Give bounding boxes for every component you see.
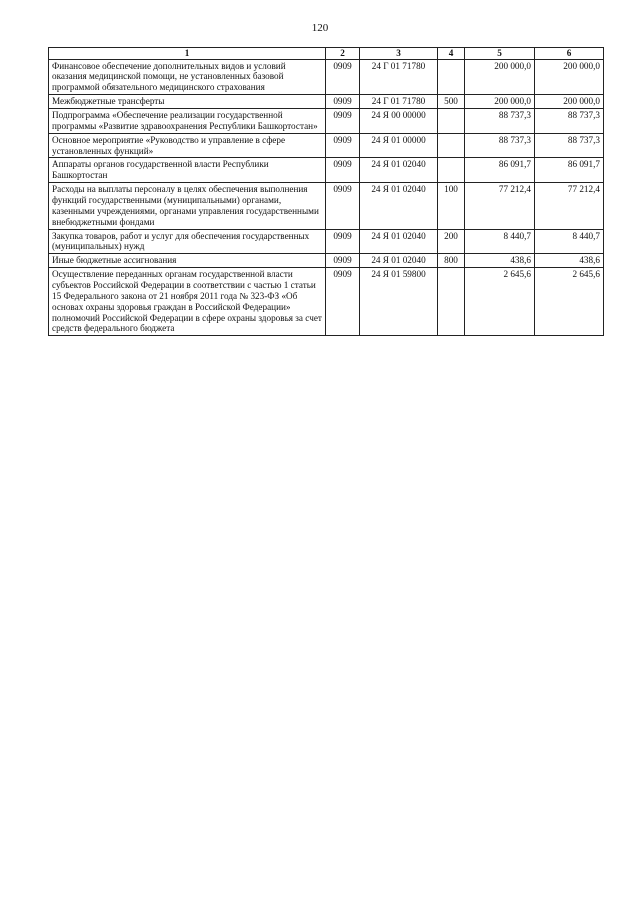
table-row xyxy=(49,95,604,109)
row-name: Аппараты органов государственной власти Республики Башкортостан xyxy=(49,158,326,183)
row-kind xyxy=(438,133,465,158)
row-sum1: 8 440,7 xyxy=(465,229,535,254)
row-sum1: 77 212,4 xyxy=(465,183,535,229)
table-row xyxy=(49,158,604,183)
page-number: 120 xyxy=(311,22,329,34)
row-kind xyxy=(438,158,465,183)
row-sum1: 88 737,3 xyxy=(465,109,535,134)
row-sum2: 438,6 xyxy=(535,254,604,268)
column-header-section: 2 xyxy=(326,48,360,60)
row-sum1: 438,6 xyxy=(465,254,535,268)
row-target: 24 Я 01 02040 xyxy=(360,229,438,254)
row-target: 24 Я 00 00000 xyxy=(360,109,438,134)
budget-table xyxy=(48,47,604,336)
row-sum2: 86 091,7 xyxy=(535,158,604,183)
row-name: Межбюджетные трансферты xyxy=(49,95,326,109)
row-target: 24 Я 01 59800 xyxy=(360,268,438,336)
row-target: 24 Г 01 71780 xyxy=(360,59,438,95)
row-section: 0909 xyxy=(326,268,360,336)
row-section: 0909 xyxy=(326,158,360,183)
row-sum1: 200 000,0 xyxy=(465,59,535,95)
row-sum1: 2 645,6 xyxy=(465,268,535,336)
row-kind xyxy=(438,59,465,95)
row-name: Осуществление переданных органам государственной власти субъектов Российской Федерации в соответствии с частью 1 статьи 15 Федерального закона от 21 ноября 2011 года № 323-ФЗ «Об основах охраны здоровья граждан в Российской Федерации» полномочий Российской Федерации в сфере охраны здоровья за счет средств федерального бюджета xyxy=(49,268,326,336)
row-section: 0909 xyxy=(326,183,360,229)
row-name: Подпрограмма «Обеспечение реализации государственной программы «Развитие здравоохранения Республики Башкортостан» xyxy=(49,109,326,134)
column-header-kind: 4 xyxy=(438,48,465,60)
column-header-sum1: 5 xyxy=(465,48,535,60)
row-sum2: 200 000,0 xyxy=(535,95,604,109)
row-target: 24 Я 01 00000 xyxy=(360,133,438,158)
row-sum1: 86 091,7 xyxy=(465,158,535,183)
table-row xyxy=(49,183,604,229)
table-row xyxy=(49,59,604,95)
row-name: Расходы на выплаты персоналу в целях обеспечения выполнения функций государственными (муниципальными) органами, казенными учреждениями, органами управления государственными внебюджетными фондами xyxy=(49,183,326,229)
row-section: 0909 xyxy=(326,133,360,158)
row-name: Основное мероприятие «Руководство и управление в сфере установленных функций» xyxy=(49,133,326,158)
row-section: 0909 xyxy=(326,59,360,95)
row-section: 0909 xyxy=(326,229,360,254)
row-name: Финансовое обеспечение дополнительных видов и условий оказания медицинской помощи, не установленных базовой программой обязательного медицинского страхования xyxy=(49,59,326,95)
column-header-target: 3 xyxy=(360,48,438,60)
row-sum2: 88 737,3 xyxy=(535,109,604,134)
row-target: 24 Я 01 02040 xyxy=(360,158,438,183)
row-sum2: 200 000,0 xyxy=(535,59,604,95)
row-target: 24 Я 01 02040 xyxy=(360,254,438,268)
row-sum2: 2 645,6 xyxy=(535,268,604,336)
table-row xyxy=(49,133,604,158)
row-sum1: 88 737,3 xyxy=(465,133,535,158)
row-sum2: 77 212,4 xyxy=(535,183,604,229)
row-section: 0909 xyxy=(326,95,360,109)
row-sum2: 88 737,3 xyxy=(535,133,604,158)
row-kind: 100 xyxy=(438,183,465,229)
table-header-row xyxy=(49,48,604,60)
row-kind: 200 xyxy=(438,229,465,254)
row-kind: 500 xyxy=(438,95,465,109)
row-kind xyxy=(438,109,465,134)
table-row xyxy=(49,254,604,268)
column-header-name: 1 xyxy=(49,48,326,60)
row-section: 0909 xyxy=(326,109,360,134)
table-row xyxy=(49,268,604,336)
row-target: 24 Г 01 71780 xyxy=(360,95,438,109)
table-row xyxy=(49,109,604,134)
table-row xyxy=(49,229,604,254)
row-name: Иные бюджетные ассигнования xyxy=(49,254,326,268)
row-section: 0909 xyxy=(326,254,360,268)
column-header-sum2: 6 xyxy=(535,48,604,60)
row-target: 24 Я 01 02040 xyxy=(360,183,438,229)
row-kind: 800 xyxy=(438,254,465,268)
row-kind xyxy=(438,268,465,336)
row-name: Закупка товаров, работ и услуг для обеспечения государственных (муниципальных) нужд xyxy=(49,229,326,254)
row-sum1: 200 000,0 xyxy=(465,95,535,109)
row-sum2: 8 440,7 xyxy=(535,229,604,254)
